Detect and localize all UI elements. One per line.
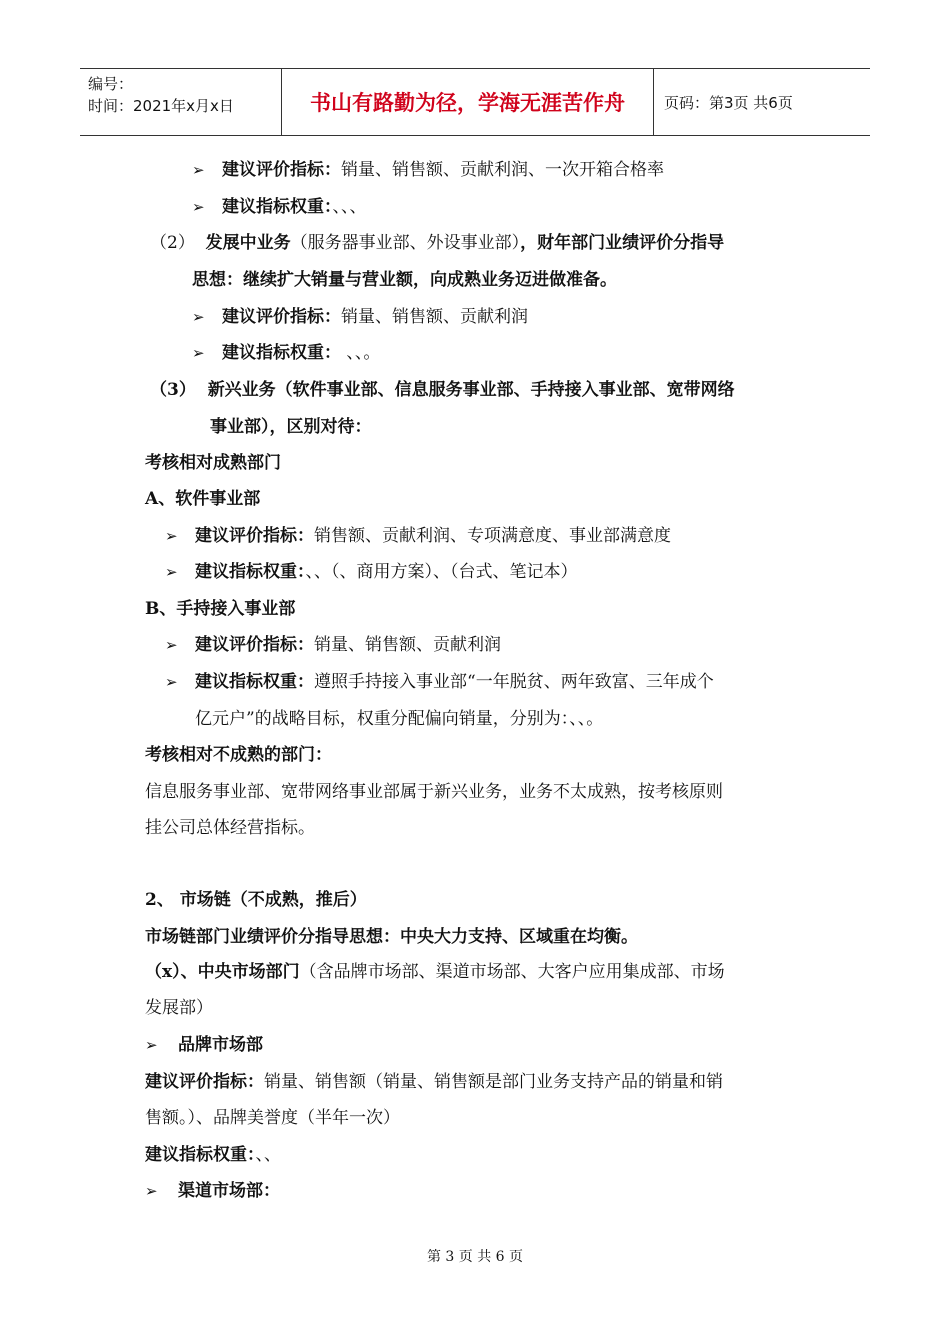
- paragraph-line: 建议指标权重：、、: [145, 1145, 281, 1165]
- page-footer: 第 3 页 共 6 页: [426, 1249, 524, 1265]
- bullet-line: ➢ 建议指标权重：遵照手持接入事业部“一年脱贫、两年致富、三年成个: [165, 672, 714, 692]
- bullet-heading: ➢ 品牌市场部: [145, 1035, 263, 1055]
- header-page-label: 页码：第3页 共6页: [664, 93, 793, 112]
- paragraph-line: （2） 发展中业务（服务器事业部、外设事业部），财年部门业绩评价分指导: [150, 233, 725, 253]
- paragraph-line: （x）、中央市场部门（含品牌市场部、渠道市场部、大客户应用集成部、市场: [145, 962, 725, 982]
- section-heading: A、软件事业部: [145, 489, 261, 509]
- arrow-bullet-icon: ➢: [145, 1182, 158, 1200]
- paragraph-line: 挂公司总体经营指标。: [145, 818, 315, 838]
- arrow-bullet-icon: ➢: [165, 527, 178, 545]
- header-time-label: 时间：2021年x月x日: [88, 97, 234, 115]
- paragraph-line: 信息服务事业部、宽带网络事业部属于新兴业务，业务不太成熟，按考核原则: [145, 782, 723, 802]
- paragraph-line: 建议评价指标：销量、销售额（销量、销售额是部门业务支持产品的销量和销: [145, 1072, 723, 1092]
- header-meta: [80, 69, 282, 135]
- bullet-line: ➢ 建议评价指标：销售额、贡献利润、专项满意度、事业部满意度: [165, 526, 671, 546]
- section-heading: B、手持接入事业部: [145, 599, 296, 619]
- header-motto: 书山有路勤为径，学海无涯苦作舟: [282, 69, 654, 135]
- paragraph-line: 亿元户”的战略目标，权重分配偏向销量，分别为：、、。: [195, 709, 604, 729]
- arrow-bullet-icon: ➢: [192, 344, 205, 362]
- document-header: [80, 68, 870, 136]
- paragraph-line: 售额。）、品牌美誉度（半年一次）: [145, 1108, 400, 1128]
- paragraph-line: 事业部），区别对待：: [210, 417, 372, 437]
- bullet-heading: ➢ 渠道市场部：: [145, 1181, 280, 1201]
- bullet-line: ➢ 建议评价指标：销量、销售额、贡献利润: [192, 307, 528, 327]
- arrow-bullet-icon: ➢: [145, 1036, 158, 1054]
- arrow-bullet-icon: ➢: [192, 308, 205, 326]
- bullet-line: ➢ 建议评价指标：销量、销售额、贡献利润、一次开箱合格率: [192, 160, 664, 180]
- section-heading: 考核相对成熟部门: [145, 453, 281, 473]
- bullet-line: ➢ 建议指标权重：、、（、商用方案）、（台式、笔记本）: [165, 562, 578, 582]
- bullet-line: ➢ 建议指标权重：、、、: [192, 197, 367, 217]
- arrow-bullet-icon: ➢: [165, 673, 178, 691]
- paragraph-line: （3） 新兴业务（软件事业部、信息服务事业部、手持接入事业部、宽带网络: [150, 380, 735, 400]
- section-heading: 2、 市场链（不成熟，推后）: [145, 890, 367, 910]
- arrow-bullet-icon: ➢: [192, 198, 205, 216]
- arrow-bullet-icon: ➢: [165, 636, 178, 654]
- header-number-label: 编号：: [88, 75, 134, 93]
- bullet-line: ➢ 建议指标权重： 、、。: [192, 343, 381, 363]
- paragraph-line: 思想：继续扩大销量与营业额，向成熟业务迈进做准备。: [192, 270, 617, 290]
- bullet-line: ➢ 建议评价指标：销量、销售额、贡献利润: [165, 635, 501, 655]
- paragraph-line: 市场链部门业绩评价分指导思想：中央大力支持、区域重在均衡。: [145, 927, 638, 947]
- paragraph-line: 发展部）: [145, 998, 213, 1018]
- arrow-bullet-icon: ➢: [192, 161, 205, 179]
- section-heading: 考核相对不成熟的部门：: [145, 745, 332, 765]
- arrow-bullet-icon: ➢: [165, 563, 178, 581]
